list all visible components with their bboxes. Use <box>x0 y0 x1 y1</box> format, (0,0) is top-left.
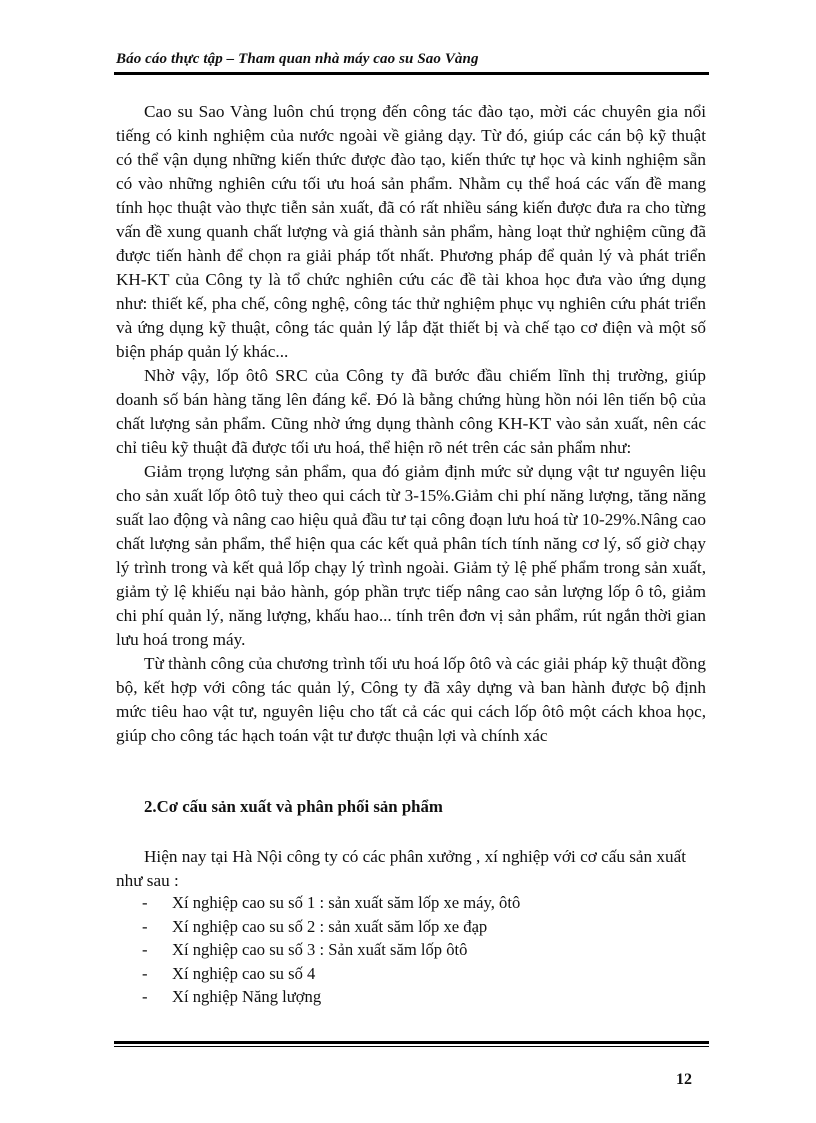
section-intro <box>116 845 706 893</box>
list-item <box>142 938 520 962</box>
paragraph-standards: Từ thành công của chương trình tối ưu hoá lốp ôtô và các giải pháp kỹ thuật đồng bộ, kết hợp với công tác quản lý, Công ty đã xây dựng và ban hành được bộ định mức tiêu hao vật tư, nguyên liệu cho tất cả các qui cách lốp ôtô một cách khoa học, giúp cho công tác hạch toán vật tư được thuận lợi và chính xác <box>116 654 706 745</box>
list-item-text: Xí nghiệp cao su số 2 : sản xuất săm lốp xe đạp <box>172 916 488 936</box>
body-text <box>116 100 706 748</box>
enterprise-list <box>142 891 520 1009</box>
list-item <box>142 985 520 1009</box>
list-item-text: Xí nghiệp cao su số 3 : Sản xuất săm lốp ôtô <box>172 940 468 959</box>
section-intro-text: Hiện nay tại Hà Nội công ty có các phân xưởng , xí nghiệp với cơ cấu sản xuất như sau : <box>116 847 687 890</box>
bullet-dash: - <box>142 963 148 983</box>
bullet-dash: - <box>142 893 148 912</box>
page-number: 12 <box>676 1071 692 1088</box>
list-item-text: Xí nghiệp Năng lượng <box>172 987 322 1006</box>
running-header: Báo cáo thực tập – Tham quan nhà máy cao su Sao Vàng <box>116 51 479 67</box>
footer-divider-thin <box>114 1046 709 1047</box>
bullet-dash: - <box>142 987 148 1006</box>
paragraph-training: Cao su Sao Vàng luôn chú trọng đến công tác đào tạo, mời các chuyên gia nổi tiếng có kinh nghiệm của nước ngoài về giảng dạy. Từ đó, giúp các cán bộ kỹ thuật có thể vận dụng những kiến thức được đào tạo, kiến thức tự học và kinh nghiệm sẵn có vào những nghiên cứu tối ưu hoá sản phẩm. Nhằm cụ thể hoá các vấn đề mang tính học thuật vào thực tiễn sản xuất, đã có rất nhiều sáng kiến được đưa ra cho từng vấn đề xung quanh chất lượng và giá thành sản phẩm, hàng loạt thử nghiệm cũng đã được tiến hành để chọn ra giải pháp tốt nhất. Phương pháp để quản lý và phát triển KH-KT của Công ty là tổ chức nghiên cứu các đề tài khoa học đưa vào ứng dụng như: thiết kế, pha chế, công nghệ, công tác thử nghiệm phục vụ nghiên cứu phát triển và ứng dụng kỹ thuật, công tác quản lý lắp đặt thiết bị và chế tạo cơ điện và một số biện pháp quản lý khác... <box>116 102 706 361</box>
paragraph-market: Nhờ vậy, lốp ôtô SRC của Công ty đã bước đầu chiếm lĩnh thị trường, giúp doanh số bán hàng tăng lên đáng kể. Đó là bằng chứng hùng hồn nói lên tiến bộ của chất lượng sản phẩm. Cũng nhờ ứng dụng thành công KH-KT vào sản xuất, nên các chỉ tiêu kỹ thuật đã được tối ưu hoá, thể hiện rõ nét trên các sản phẩm như: <box>116 366 706 457</box>
header-divider <box>114 72 709 75</box>
list-item <box>142 962 520 986</box>
list-item <box>142 891 520 915</box>
bullet-dash: - <box>142 940 148 959</box>
paragraph-indicators: Giảm trọng lượng sản phẩm, qua đó giảm định mức sử dụng vật tư nguyên liệu cho sản xuất lốp ôtô tuỳ theo qui cách từ 3-15%.Giảm chi phí năng lượng, tăng năng suất lao động và nâng cao hiệu quả đầu tư tại công đoạn lưu hoá từ 10-29%.Nâng cao chất lượng sản phẩm, thể hiện qua các kết quả phân tích tính năng cơ lý, số giờ chạy lý trình trong và kết quả lốp chạy lý trình ngoài. Giảm tỷ lệ phế phẩm trong sản xuất, giảm tỷ lệ khiếu nại bảo hành, góp phần trực tiếp nâng cao sản lượng lốp ô tô, giảm chi phí quản lý, năng lượng, khấu hao... tính trên đơn vị sản phẩm, rút ngắn thời gian lưu hoá trong máy. <box>116 462 706 649</box>
list-item-text: Xí nghiệp cao su số 4 <box>172 963 316 983</box>
list-item <box>142 915 520 939</box>
list-item-text: Xí nghiệp cao su số 1 : sản xuất săm lốp xe máy, ôtô <box>172 893 521 912</box>
footer-divider <box>114 1041 709 1044</box>
section-heading: 2.Cơ cấu sản xuất và phân phối sản phẩm <box>144 797 443 816</box>
bullet-dash: - <box>142 916 148 936</box>
